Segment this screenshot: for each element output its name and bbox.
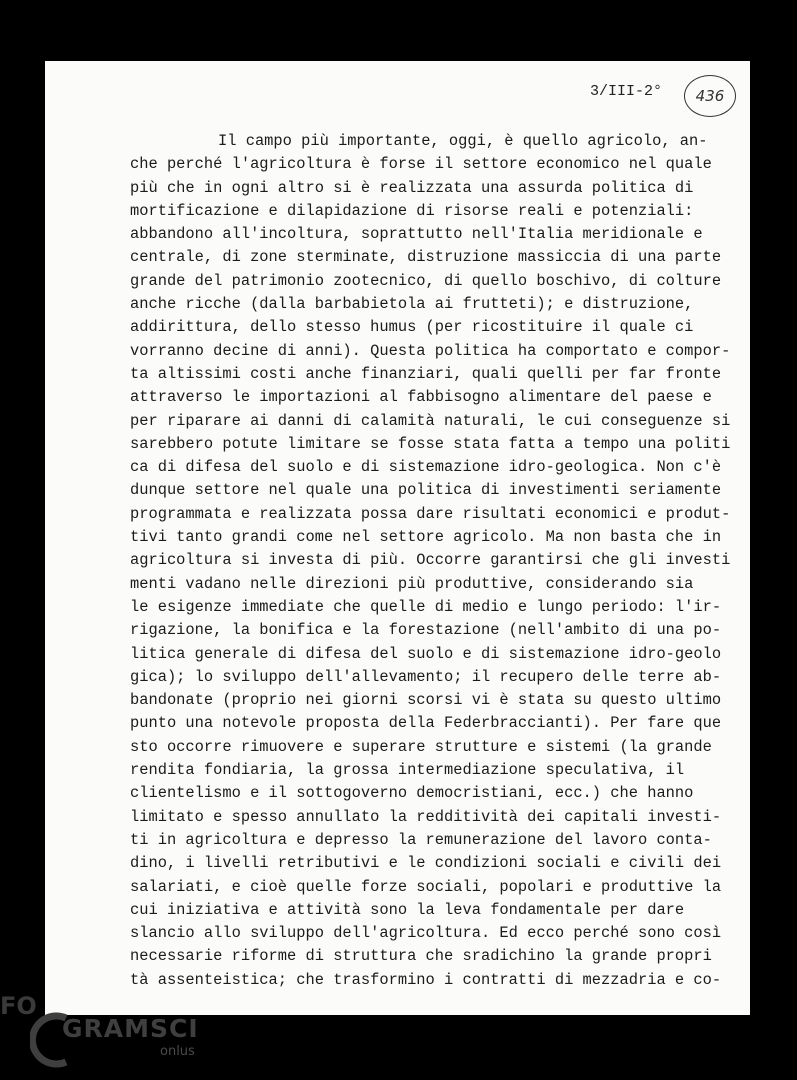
text-line: sto occorre rimuovere e superare strutture e sistemi (la grande [130, 737, 712, 756]
text-line: ta altissimi costi anche finanziari, quali quelli per far fronte [130, 364, 722, 383]
text-line: ti in agricoltura e depresso la remunerazione del lavoro conta- [130, 830, 712, 849]
watermark-gramsci: GRAMSCI [62, 1014, 199, 1043]
page-number-stamp: 436 [684, 75, 736, 117]
text-line: agricoltura si investa di più. Occorre garantirsi che gli investi [130, 551, 731, 570]
text-line: vorranno decine di anni). Questa politica ha comportato e compor- [130, 341, 731, 360]
text-line: gica); lo sviluppo dell'allevamento; il recupero delle terre ab- [130, 667, 722, 686]
text-line: clientelismo e il sottogoverno democristiani, ecc.) che hanno [130, 784, 694, 803]
text-line: più che in ogni altro si è realizzata una assurda politica di [130, 178, 694, 197]
text-line: litica generale di difesa del suolo e di sistemazione idro-geolo [130, 644, 722, 663]
text-line: slancio allo sviluppo dell'agricoltura. Ed ecco perché sono così [130, 924, 722, 943]
text-line: ca di difesa del suolo e di sistemazione idro-geologica. Non c'è [130, 458, 722, 477]
text-line: menti vadano nelle direzioni più produttive, considerando sia [130, 574, 694, 593]
text-line: attraverso le importazioni al fabbisogno alimentare del paese e [130, 388, 712, 407]
text-line: punto una notevole proposta della Federbraccianti). Per fare que [130, 714, 722, 733]
text-line: dino, i livelli retributivi e le condizioni sociali e civili dei [130, 854, 722, 873]
text-line: che perché l'agricoltura è forse il settore economico nel quale [130, 155, 712, 174]
text-line: necessarie riforme di struttura che sradichino la grande propri [130, 947, 712, 966]
text-line: sarebbero potute limitare se fosse stata fatta a tempo una politi [130, 434, 731, 453]
text-line: tà assenteistica; che trasformino i contratti di mezzadria e co- [130, 970, 722, 989]
text-line: rendita fondiaria, la grossa intermediazione speculativa, il [130, 761, 685, 780]
watermark-fo: FO [0, 992, 37, 1020]
text-line: dunque settore nel quale una politica di investimenti seriamente [130, 481, 722, 500]
text-line: centrale, di zone sterminate, distruzione massiccia di una parte [130, 248, 722, 267]
text-line: limitato e spesso annullato la redditività dei capitali investi- [130, 807, 722, 826]
text-line: bandonate (proprio nei giorni scorsi vi è stata su questo ultimo [130, 691, 722, 710]
watermark-onlus: onlus [160, 1044, 195, 1059]
fondazione-gramsci-watermark [0, 992, 220, 1080]
text-line: le esigenze immediate che quelle di medio e lungo periodo: l'ir- [130, 597, 722, 616]
text-line: salariati, e cioè quelle forze sociali, popolari e produttive la [130, 877, 722, 896]
document-page [45, 61, 750, 1015]
text-line: addirittura, dello stesso humus (per ricostituire il quale ci [130, 318, 694, 337]
text-line: grande del patrimonio zootecnico, di quello boschivo, di colture [130, 271, 722, 290]
text-line: cui iniziativa e attività sono la leva fondamentale per dare [130, 900, 685, 919]
text-line: per riparare ai danni di calamità naturali, le cui conseguenze si [130, 411, 731, 430]
text-line: Il campo più importante, oggi, è quello agricolo, an- [218, 132, 708, 150]
archive-reference: 3/III-2° [589, 83, 662, 100]
text-line: mortificazione e dilapidazione di risorse reali e potenziali: [130, 201, 694, 220]
text-line: anche ricche (dalla barbabietola ai frutteti); e distruzione, [130, 295, 694, 314]
text-line: abbandono all'incoltura, soprattutto nell'Italia meridionale e [130, 225, 703, 244]
text-line: rigazione, la bonifica e la forestazione (nell'ambito di una po- [130, 621, 722, 640]
text-line: programmata e realizzata possa dare risultati economici e produt- [130, 504, 731, 523]
text-line: tivi tanto grandi come nel settore agricolo. Ma non basta che in [130, 528, 722, 547]
typed-text-body [130, 130, 730, 992]
